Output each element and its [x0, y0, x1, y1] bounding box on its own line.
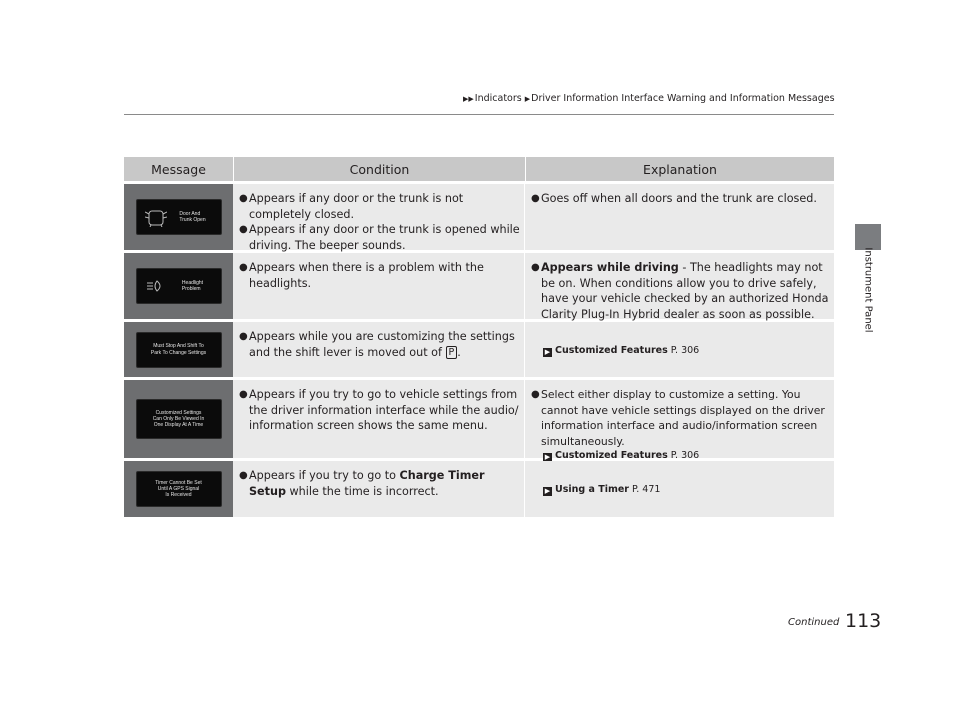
condition-text: Appears if you try to go to [249, 469, 400, 482]
bullet-item [531, 260, 830, 322]
bullet-item [531, 191, 830, 207]
bullet-dot-icon: ● [531, 262, 540, 273]
reference-arrow-icon: ▶ [544, 487, 551, 495]
continued-label: Continued [788, 617, 840, 628]
explanation-cell [525, 184, 834, 250]
header-message: Message [151, 161, 206, 177]
xref-label: Customized Features [555, 450, 668, 461]
condition-cell [233, 322, 525, 377]
explanation-bold-text: Appears while driving [541, 261, 679, 274]
cross-reference-link[interactable] [531, 344, 830, 357]
condition-cell [233, 461, 525, 517]
breadcrumb-crumb-1[interactable]: Indicators [474, 93, 522, 104]
xref-label: Customized Features [555, 345, 668, 356]
bullet-dot-icon: ● [239, 193, 248, 204]
explanation-text: Select either display to customize a setting. You cannot have vehicle settings displayed on the driver information interface and audio/information screen simultaneously. [541, 388, 825, 448]
screen-message [182, 280, 203, 292]
explanation-text: Goes off when all doors and the trunk are closed. [541, 192, 817, 205]
table-row [124, 253, 834, 319]
header-rule [124, 114, 834, 115]
condition-cell [233, 184, 525, 250]
bullet-item [239, 260, 520, 291]
explanation-cell [525, 322, 834, 377]
condition-text: while the time is incorrect. [285, 484, 439, 498]
bullet-item [239, 191, 520, 222]
bullet-item [239, 387, 520, 434]
explanation-cell [525, 461, 834, 517]
explanation-cell [525, 380, 834, 461]
screen-line: Timer Cannot Be Set Until A GPS Signal Is Received [155, 479, 202, 499]
xref-label: Using a Timer [555, 484, 629, 495]
bullet-dot-icon: ● [531, 193, 540, 204]
park-gear-indicator: P [446, 346, 458, 359]
bullet-item [239, 468, 520, 499]
message-cell [124, 461, 233, 517]
display-screen [136, 399, 222, 439]
bullet-item [531, 387, 830, 449]
table-row [124, 322, 834, 377]
condition-text: Appears when there is a problem with the headlights. [249, 261, 484, 290]
message-cell [124, 253, 233, 319]
explanation-text: - The headlights may not be on. When conditions allow you to drive safely, have your vehicle checked by an authorized Honda Clarity Plug-In Hybrid dealer as soon as possible. [541, 261, 829, 321]
display-screen [136, 332, 222, 368]
table-row [124, 461, 834, 517]
explanation-cell [525, 253, 834, 319]
breadcrumb-arrow-icon: ▶▶ [463, 95, 474, 103]
bullet-dot-icon: ● [531, 389, 540, 400]
message-cell [124, 184, 233, 250]
xref-page: P. 306 [670, 345, 700, 356]
breadcrumb-crumb-2[interactable]: Driver Information Interface Warning and Information Messages [531, 93, 835, 104]
bullet-dot-icon: ● [239, 389, 248, 400]
screen-message [151, 343, 206, 355]
display-screen [136, 268, 222, 304]
header-explanation: Explanation [525, 157, 834, 181]
condition-bold-text: Charge Timer Setup [249, 469, 485, 498]
screen-message [155, 480, 202, 499]
bullet-item [239, 329, 520, 360]
reference-arrow-icon: ▶ [544, 453, 551, 461]
bullet-dot-icon: ● [239, 262, 248, 273]
condition-text: Appears while you are customizing the settings and the shift lever is moved out of [249, 330, 515, 359]
table-header [124, 157, 834, 181]
screen-message [153, 410, 205, 429]
condition-text: . [457, 345, 461, 359]
message-cell [124, 322, 233, 377]
breadcrumb [463, 93, 834, 104]
breadcrumb-arrow-icon: ▶ [524, 95, 531, 103]
table-row [124, 380, 834, 461]
condition-text: Appears if any door or the trunk is not completely closed. [249, 192, 464, 221]
condition-cell [233, 253, 525, 319]
xref-page: P. 471 [632, 484, 661, 495]
display-screen [136, 199, 222, 235]
screen-line: Customized Settings Can Only Be Viewed In One Display At A Time [152, 409, 205, 429]
condition-cell [233, 380, 525, 458]
headlight-icon [145, 278, 165, 294]
screen-message [179, 211, 205, 223]
message-table [124, 157, 834, 517]
cross-reference-link[interactable] [531, 483, 830, 496]
condition-text: Appears if you try to go to vehicle settings from the driver information interface while the audio/ information screen shows the same menu. [249, 388, 519, 432]
reference-arrow-icon: ▶ [544, 348, 551, 356]
car-doors-open-icon [145, 209, 167, 227]
bullet-dot-icon: ● [239, 224, 248, 235]
display-screen [136, 471, 222, 507]
bullet-dot-icon: ● [239, 331, 248, 342]
table-row [124, 184, 834, 250]
bullet-item [239, 222, 520, 253]
header-condition: Condition [233, 157, 525, 181]
xref-page: P. 306 [670, 450, 700, 461]
page-number: 113 [845, 610, 882, 632]
section-tab-marker [855, 224, 881, 250]
screen-line: Door And Trunk Open [179, 210, 206, 223]
message-cell [124, 380, 233, 458]
section-side-label: Instrument Panel [862, 247, 874, 333]
bullet-dot-icon: ● [239, 470, 248, 481]
condition-text: Appears if any door or the trunk is opened while driving. The beeper sounds. [249, 223, 520, 252]
screen-line: Must Stop And Shift To Park To Change Settings [150, 343, 207, 356]
screen-line: Headlight Problem [181, 279, 204, 292]
